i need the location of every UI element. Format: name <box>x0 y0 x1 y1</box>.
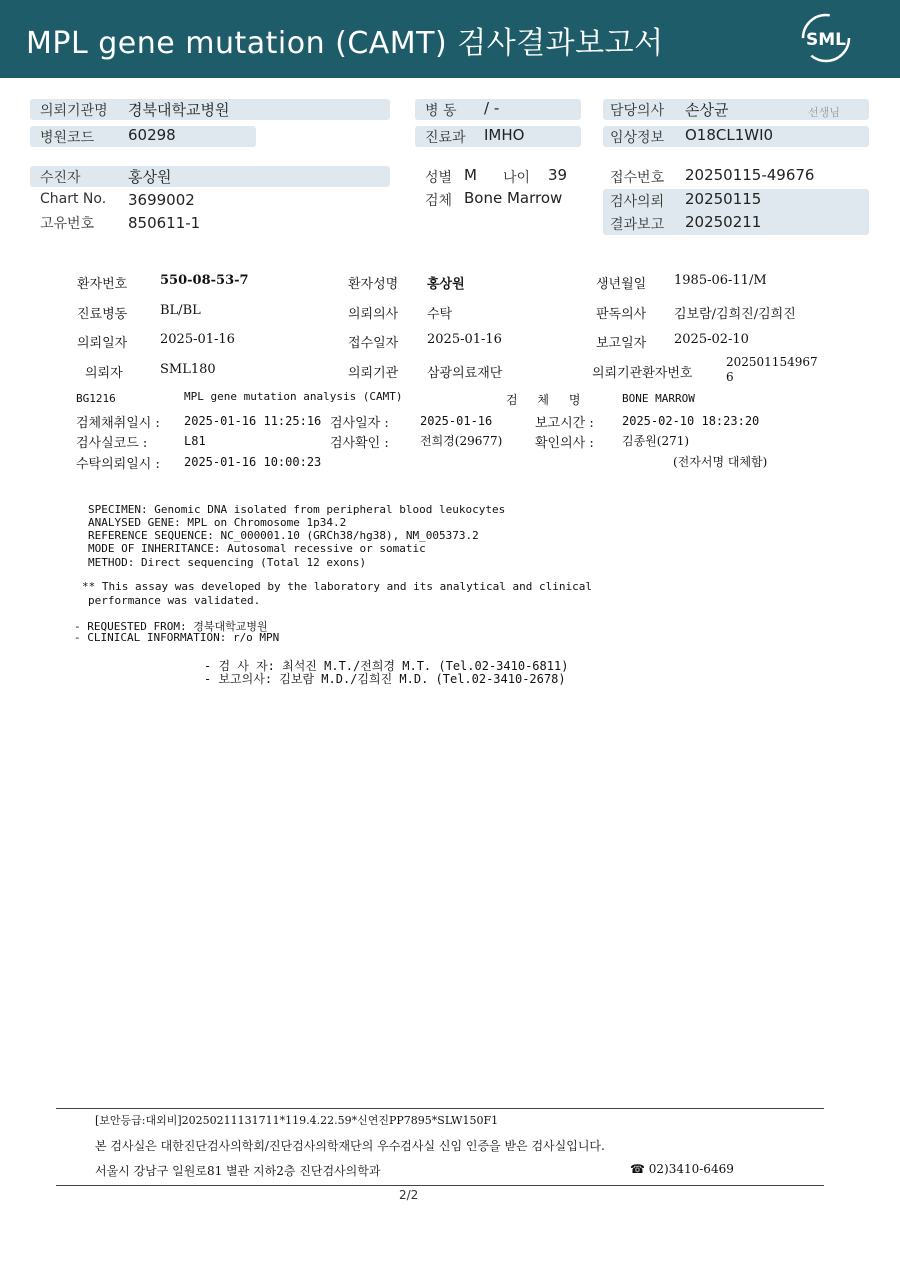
req-inst-value: 경북대학교병원 <box>128 101 230 119</box>
confirmdoc-label: 확인의사 : <box>535 436 594 451</box>
age-label: 나이 <box>503 170 531 186</box>
repdate-value: 2025-02-10 <box>674 332 749 347</box>
doctor-suffix: 선생님 <box>808 106 840 119</box>
address-line: 서울시 강남구 일원로81 별관 지하2층 진단검사의학과 <box>95 1164 381 1178</box>
chart-label: Chart No. <box>40 191 107 207</box>
reader-label: 판독의사 <box>596 307 647 322</box>
assay-note-1: ** This assay was developed by the laboratory and its analytical and clinical <box>82 580 592 593</box>
spec-line-5: METHOD: Direct sequencing (Total 12 exons) <box>88 556 367 569</box>
specimen-label: 검체 <box>425 193 453 209</box>
confirm-label: 검사확인 : <box>330 436 389 451</box>
req-inst-label: 의뢰기관명 <box>40 103 108 119</box>
confirmdoc-value: 김종원(271) <box>622 434 690 448</box>
age-value: 39 <box>548 166 568 184</box>
assay-note-2: performance was validated. <box>88 594 261 607</box>
testdate-label: 검사일자 : <box>330 416 389 431</box>
esign-note: (전자서명 대체함) <box>673 455 768 469</box>
accession-value: 20250115-49676 <box>685 166 815 184</box>
patient-row <box>30 166 390 187</box>
dept-value: IMHO <box>484 126 525 144</box>
test-code: BG1216 <box>76 392 116 405</box>
dob-value: 1985-06-11/M <box>674 273 767 288</box>
test-name: MPL gene mutation analysis (CAMT) <box>184 390 403 403</box>
confirm-value: 전희경(29677) <box>420 434 503 448</box>
inst-value: 삼광의료재단 <box>427 366 503 381</box>
collect-value: 2025-01-16 11:25:16 <box>184 414 322 428</box>
uid-value: 850611-1 <box>128 214 201 232</box>
recdate-label: 접수일자 <box>348 336 399 351</box>
clinical-label: 임상정보 <box>610 130 665 146</box>
request-value: 20250115 <box>685 190 762 208</box>
req-doc-label: 의뢰의사 <box>348 307 399 322</box>
hosp-code-label: 병원코드 <box>40 130 95 146</box>
dept-label: 진료과 <box>425 130 466 146</box>
reporter-line: - 보고의사: 김보람 M.D./김희진 M.D. (Tel.02-3410-2678) <box>204 672 566 686</box>
outsource-label: 수탁의뢰일시 : <box>76 457 160 472</box>
svg-text:SML: SML <box>806 30 846 50</box>
sml-logo <box>800 12 852 64</box>
spec-line-2: ANALYSED GENE: MPL on Chromosome 1p34.2 <box>88 516 347 529</box>
collect-label: 검체채취일시 : <box>76 416 160 431</box>
specimen-name-value: BONE MARROW <box>622 392 695 405</box>
footer-top-rule <box>56 1108 824 1109</box>
repdate-label: 보고일자 <box>596 336 647 351</box>
patient-value: 홍상원 <box>128 168 172 186</box>
uid-label: 고유번호 <box>40 216 95 232</box>
instpid-value-line2: 6 <box>726 370 734 384</box>
ward-label: 병 동 <box>425 103 457 119</box>
room-label: 검사실코드 : <box>76 436 148 451</box>
spec-line-3: REFERENCE SEQUENCE: NC_000001.10 (GRCh38/hg38), NM_005373.2 <box>88 529 479 542</box>
dob-label: 생년월일 <box>596 277 647 292</box>
room-value: L81 <box>184 434 206 448</box>
security-line: [보안등급:대외비]20250211131711*119.4.22.59*신연진PP7895*SLW150F1 <box>95 1114 499 1127</box>
recdate-value: 2025-01-16 <box>427 332 502 347</box>
reader-value: 김보람/김희진/김희진 <box>674 307 796 322</box>
patient-label: 수진자 <box>40 170 81 186</box>
report-value: 20250211 <box>685 213 762 231</box>
reporttime-value: 2025-02-10 18:23:20 <box>622 414 760 428</box>
sex-label: 성별 <box>425 170 453 186</box>
specimen-name-label: 검 체 명 <box>506 393 589 407</box>
instpid-value-line1: 202501154967 <box>726 355 818 369</box>
page-title: MPL gene mutation (CAMT) 검사결과보고서 <box>26 26 664 61</box>
outsource-value: 2025-01-16 10:00:23 <box>184 455 322 469</box>
inst-label: 의뢰기관 <box>348 366 399 381</box>
requester-label: 의뢰자 <box>85 366 123 381</box>
requester-value: SML180 <box>160 362 216 377</box>
ward-value: / - <box>484 99 500 117</box>
reporttime-label: 보고시간 : <box>535 416 594 431</box>
examiner-line: - 검 사 자: 최석진 M.T./전희경 M.T. (Tel.02-3410-6811) <box>204 659 569 673</box>
clinical-value: O18CL1WI0 <box>685 126 774 144</box>
hosp-code-value: 60298 <box>128 126 176 144</box>
clinical-information: - CLINICAL INFORMATION: r/o MPN <box>74 631 280 644</box>
spec-line-1: SPECIMEN: Genomic DNA isolated from peripheral blood leukocytes <box>88 503 506 516</box>
footer-bottom-rule <box>56 1185 824 1186</box>
req-doc-value: 수탁 <box>427 307 453 322</box>
testdate-value: 2025-01-16 <box>420 414 493 428</box>
accession-label: 접수번호 <box>610 170 665 186</box>
report-label: 결과보고 <box>610 217 665 233</box>
ward2-value: BL/BL <box>160 303 201 318</box>
chart-value: 3699002 <box>128 191 195 209</box>
page-number: 2/2 <box>399 1188 419 1202</box>
specimen-value: Bone Marrow <box>464 189 563 207</box>
request-label: 검사의뢰 <box>610 194 665 210</box>
ward2-label: 진료병동 <box>77 307 128 322</box>
doctor-label: 담당의사 <box>610 103 665 119</box>
name-label: 환자성명 <box>348 277 399 292</box>
spec-line-4: MODE OF INHERITANCE: Autosomal recessive or somatic <box>88 542 426 555</box>
name-value: 홍상원 <box>427 277 465 292</box>
phone-line: ☎ 02)3410-6469 <box>630 1162 734 1176</box>
doctor-value: 손상균 <box>685 101 729 119</box>
pid-value: 550-08-53-7 <box>160 273 249 288</box>
requested-from: - REQUESTED FROM: 경북대학교병원 <box>74 620 268 633</box>
pid-label: 환자번호 <box>77 277 128 292</box>
certification-line: 본 검사실은 대한진단검사의학회/진단검사의학재단의 우수검사실 신임 인증을 받은 검사실입니다. <box>95 1139 605 1153</box>
instpid-label: 의뢰기관환자번호 <box>592 366 693 381</box>
reqdate-value: 2025-01-16 <box>160 332 235 347</box>
sex-value: M <box>464 166 477 184</box>
reqdate-label: 의뢰일자 <box>77 336 128 351</box>
